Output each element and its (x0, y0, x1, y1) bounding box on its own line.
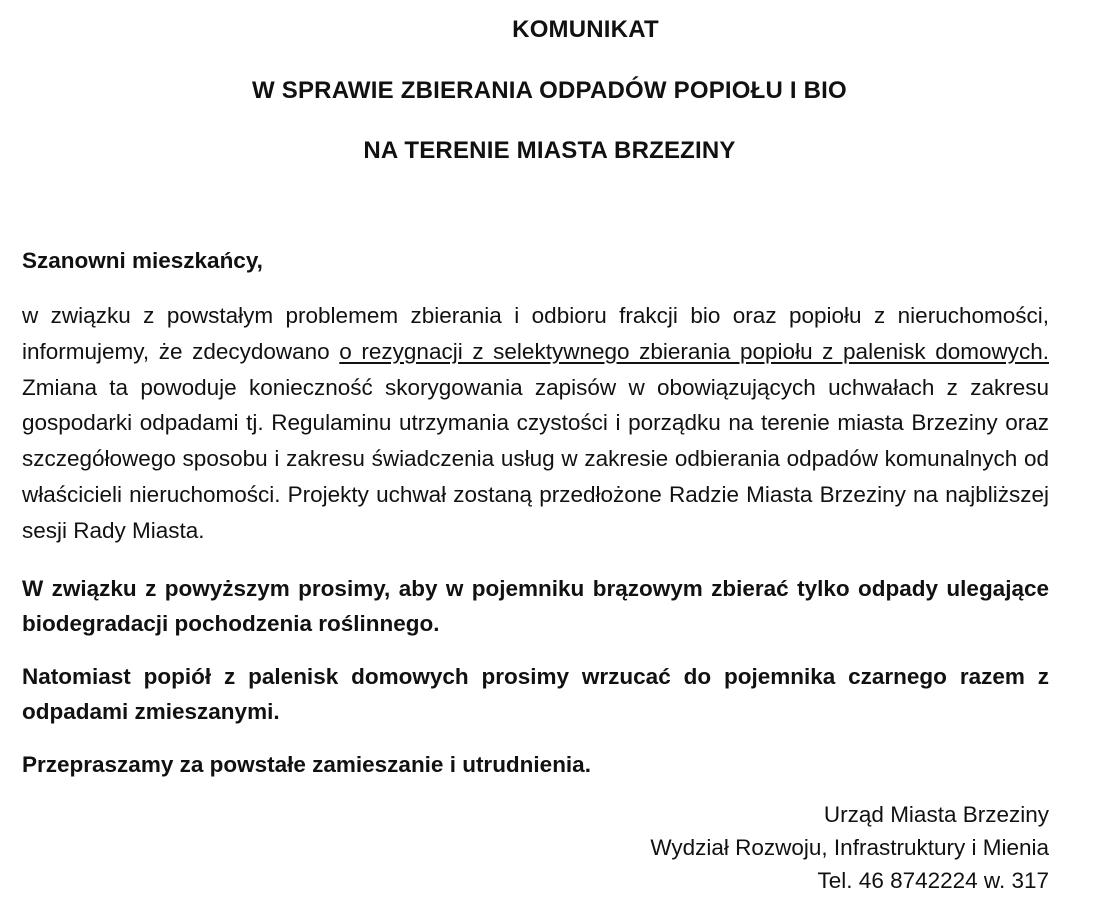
document-subtitle-location: NA TERENIE MIASTA BRZEZINY (363, 137, 736, 164)
paragraph-announcement-underlined: o rezygnacji z selektywnego zbierania popiołu z palenisk domowych. (339, 338, 1049, 364)
paragraph-brown-bin: W związku z powyższym prosimy, aby w pojemniku brązowym zbierać tylko odpady ulegające biodegradacji pochodzenia roślinnego. (22, 575, 1049, 636)
paragraph-announcement-intro: w związku z powstałym problemem zbierania i odbioru frakcji bio oraz popiołu z nieruchomości, informujemy, że zdecydowano (22, 303, 1049, 364)
paragraph-apology: Przepraszamy za powstałe zamieszanie i utrudnienia. (22, 751, 591, 777)
document-subtitle-topic: W SPRAWIE ZBIERANIA ODPADÓW POPIOŁU I BIO (252, 77, 847, 104)
document-title: KOMUNIKAT (512, 16, 659, 43)
signature-department: Wydział Rozwoju, Infrastruktury i Mienia (650, 835, 1049, 860)
paragraph-announcement-rest: Zmiana ta powoduje konieczność skorygowania zapisów w obowiązujących uchwałach z zakresu gospodarki odpadami tj. Regulaminu utrzymania czystości i porządku na terenie miasta Brzeziny oraz szczegółowego sposobu i zakresu świadczenia usług w zakresie odbierania odpadów komunalnych od właścicieli nieruchomości. Projekty uchwał zostaną przedłożone Radzie Miasta Brzeziny na najbliższej sesji Rady Miasta. (22, 374, 1049, 543)
greeting: Szanowni mieszkańcy, (22, 248, 263, 273)
document-body (22, 244, 1049, 782)
paragraph-black-bin: Natomiast popiół z palenisk domowych prosimy wrzucać do pojemnika czarnego razem z odpadami zmieszanymi. (22, 663, 1049, 724)
signature-block (650, 798, 1049, 897)
signature-office: Urząd Miasta Brzeziny (823, 802, 1049, 827)
paragraph-announcement (22, 298, 1049, 549)
signature-phone: Tel. 46 8742224 w. 317 (817, 868, 1049, 893)
